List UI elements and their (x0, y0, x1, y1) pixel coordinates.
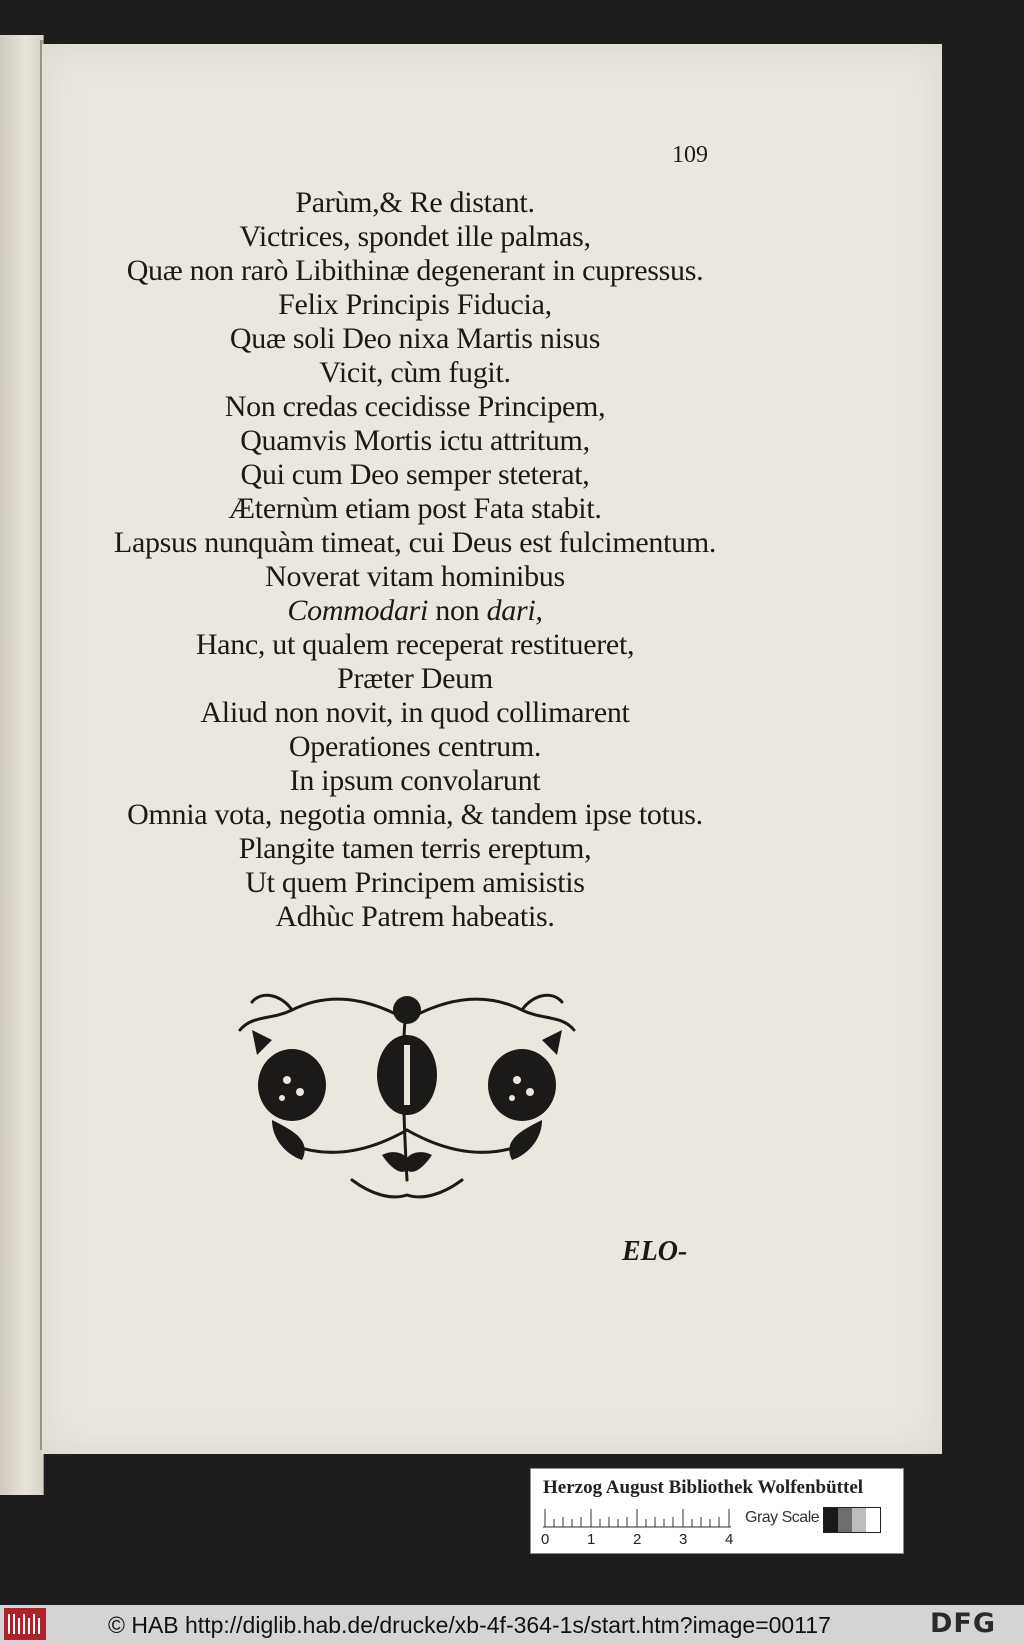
gray-scale-swatches (823, 1507, 881, 1533)
text-line: Quæ non rarò Libithinæ degenerant in cupressus. (126, 254, 704, 287)
gray-swatch (838, 1508, 852, 1532)
scale-number: 4 (725, 1531, 734, 1548)
facing-page-edge (0, 35, 44, 1495)
page-number: 109 (672, 142, 708, 168)
text-line: Vicit, cùm fugit. (319, 356, 511, 389)
text-line: Æternùm etiam post Fata stabit. (228, 492, 602, 525)
text-line: Parùm,& Re distant. (295, 186, 535, 219)
color-reference-card (530, 1468, 904, 1554)
text-line: Qui cum Deo semper steterat, (240, 458, 590, 491)
text-line: Victrices, spondet ille palmas, (239, 220, 591, 253)
ruler-icon (543, 1505, 733, 1529)
gray-scale-label: Gray Scale (745, 1509, 820, 1526)
gray-swatch (824, 1508, 838, 1532)
text-line: Hanc, ut qualem receperat restitueret, (195, 628, 635, 661)
copyright-link[interactable]: © HAB http://diglib.hab.de/drucke/xb-4f-364-1s/start.htm?image=00117 (108, 1612, 831, 1638)
gray-swatch (852, 1508, 866, 1532)
text-line: Ut quem Principem amisistis (245, 866, 585, 899)
hab-logo-icon (4, 1608, 46, 1640)
dfg-logo: DFG (930, 1608, 997, 1639)
text-line: Quæ soli Deo nixa Martis nisus (229, 322, 601, 355)
catchword: ELO- (622, 1236, 688, 1267)
scale-number: 1 (587, 1531, 596, 1548)
text-line: Lapsus nunquàm timeat, cui Deus est fulcimentum. (113, 526, 717, 559)
text-line: Operationes centrum. (288, 730, 542, 763)
text-line: Plangite tamen terris ereptum, (238, 832, 592, 865)
scale-number: 3 (679, 1531, 688, 1548)
text-line: Felix Principis Fiducia, (278, 288, 552, 321)
scale-number: 2 (633, 1531, 642, 1548)
floral-ornament-icon (232, 980, 582, 1210)
text-line: Aliud non novit, in quod collimarent (200, 696, 630, 729)
text-line: Adhùc Patrem habeatis. (275, 900, 555, 933)
viewer-footer (0, 1605, 1024, 1643)
italic-word: Commodari (287, 594, 429, 627)
library-name: Herzog August Bibliothek Wolfenbüttel (543, 1477, 864, 1498)
text-line-mixed (70, 594, 760, 628)
italic-word: dari, (486, 594, 543, 627)
text-line: Non credas cecidisse Principem, (224, 390, 606, 423)
gray-swatch (866, 1508, 880, 1532)
text-line: Præter Deum (337, 662, 493, 695)
text-line: Noverat vitam hominibus (265, 560, 565, 593)
text-line: In ipsum convolarunt (289, 764, 541, 797)
text-line: Omnia vota, negotia omnia, & tandem ipse totus. (127, 798, 703, 831)
scale-number: 0 (541, 1531, 550, 1548)
text-line: Quamvis Mortis ictu attritum, (240, 424, 590, 457)
scale-numbers (541, 1531, 741, 1551)
roman-word: non (435, 594, 480, 627)
